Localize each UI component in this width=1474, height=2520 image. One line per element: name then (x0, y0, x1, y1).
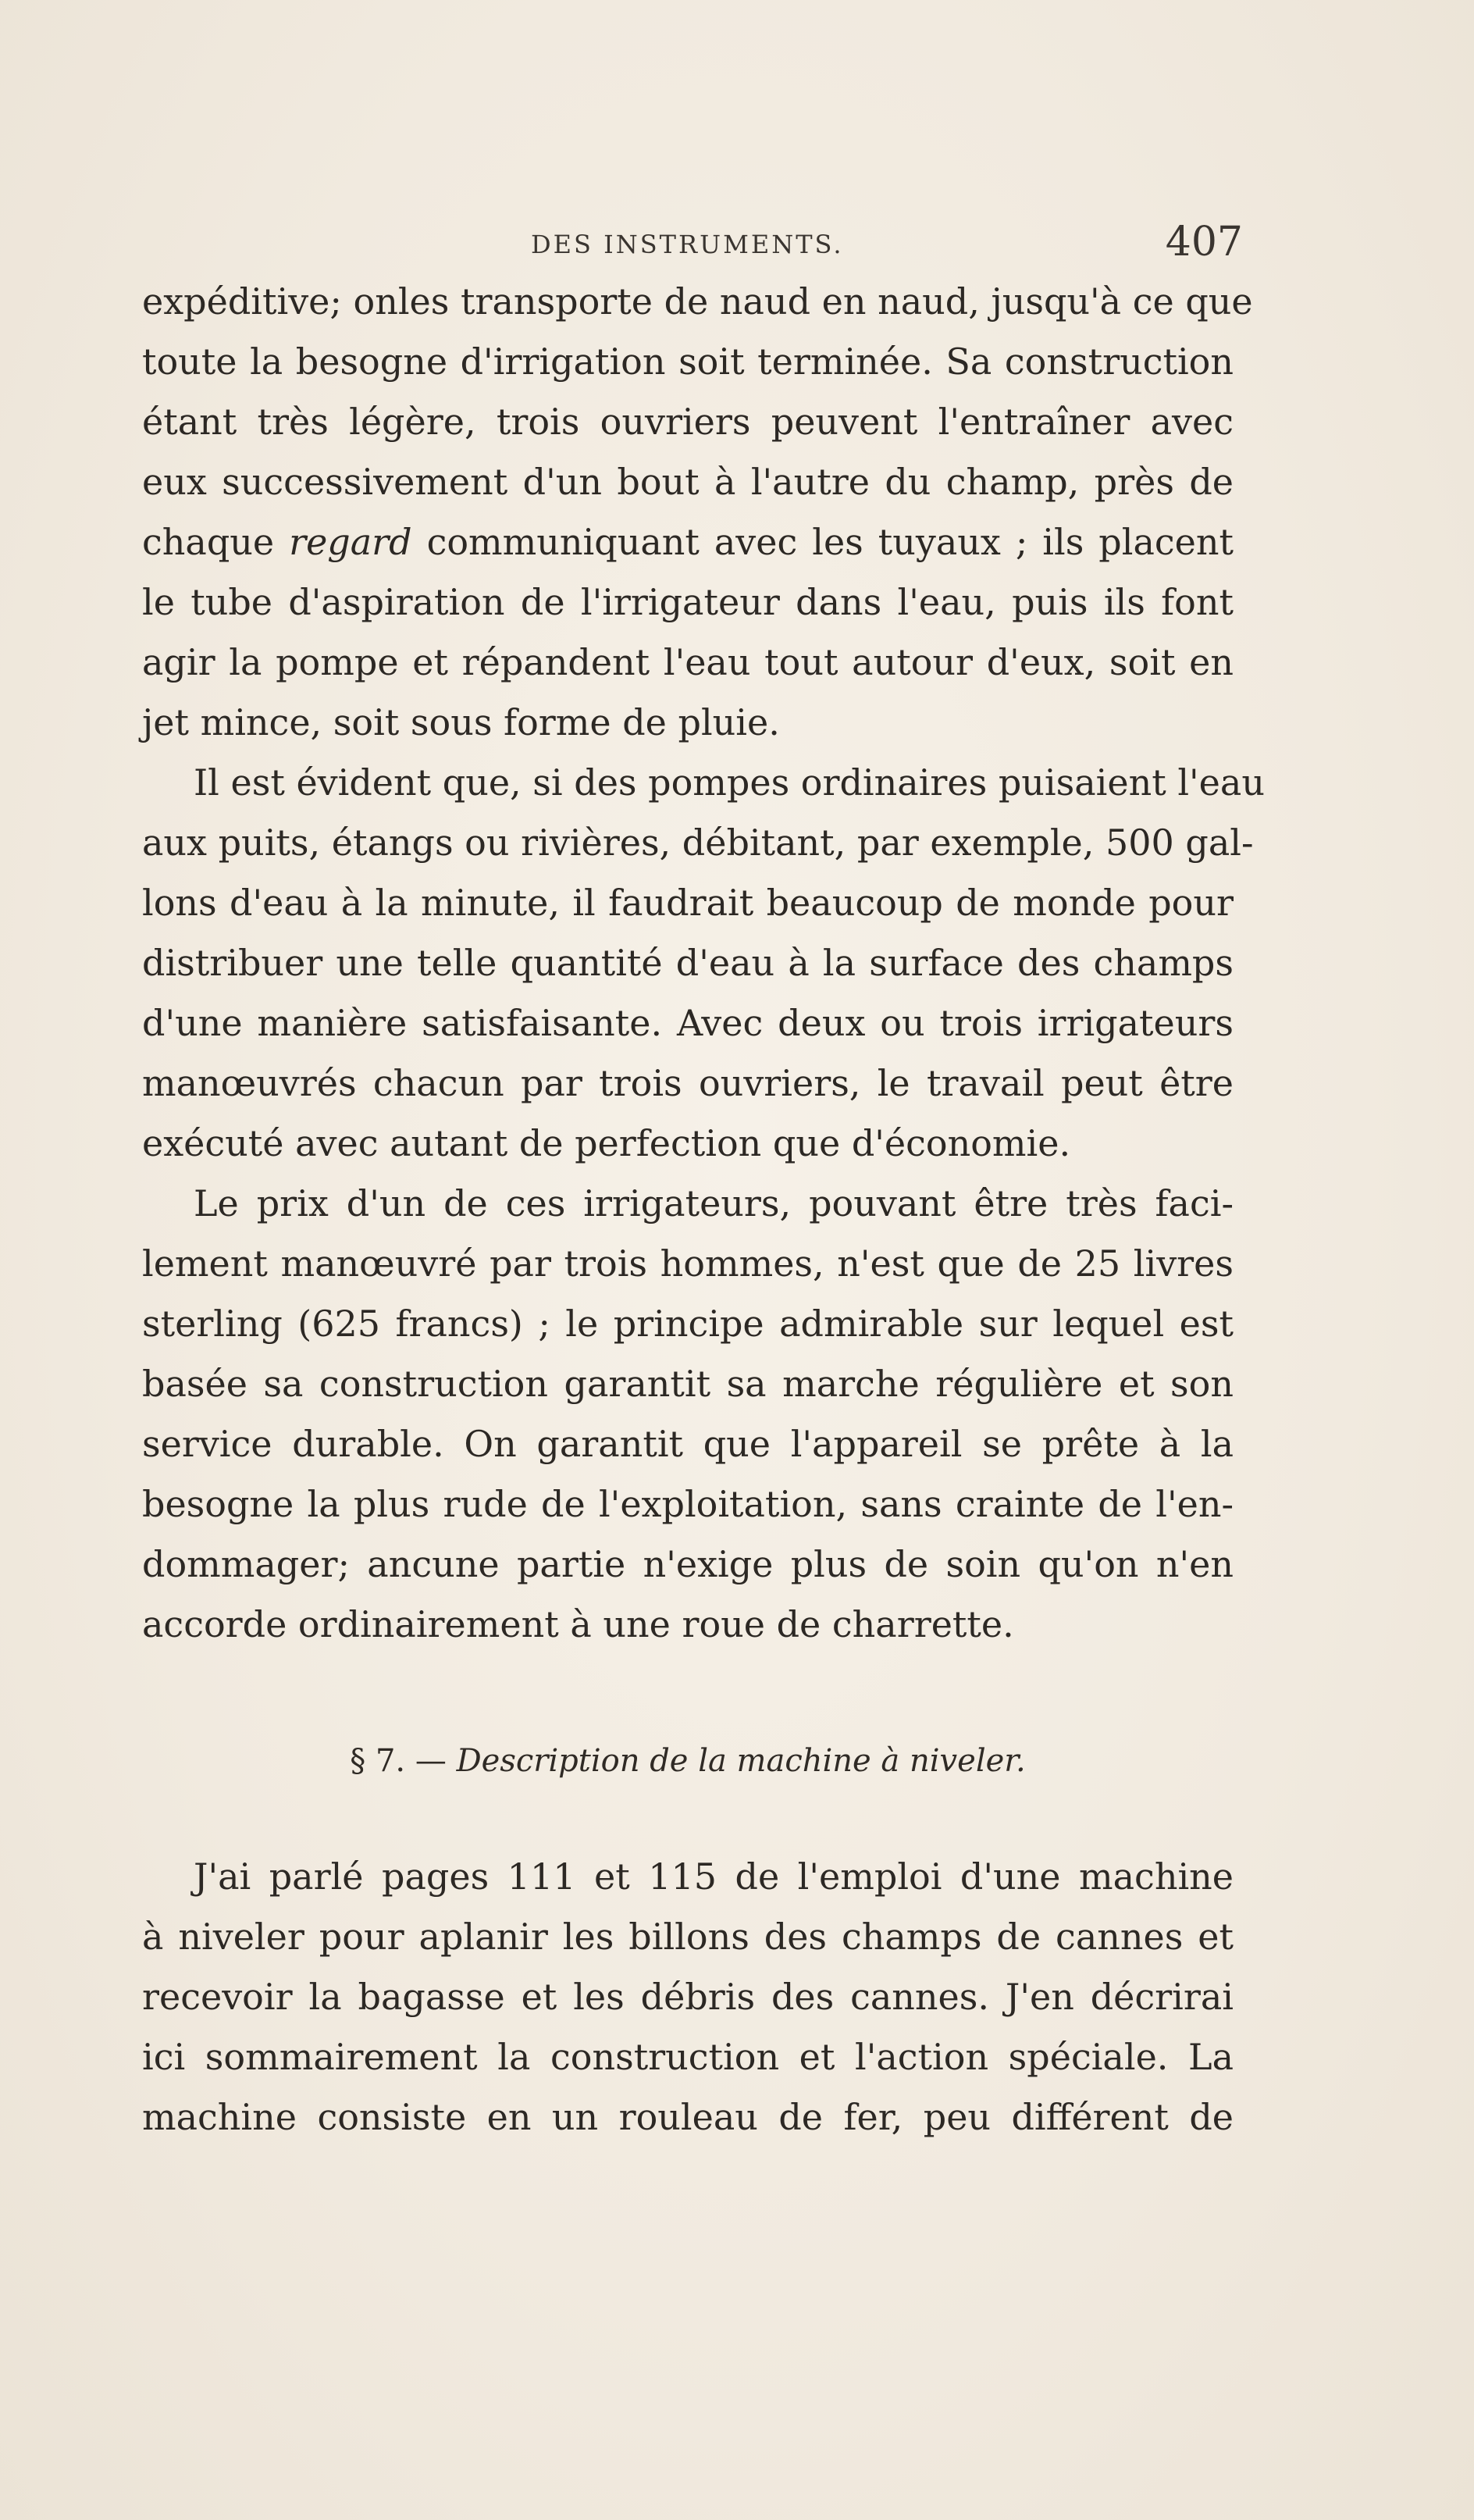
text-segment: chaque (142, 521, 290, 563)
text-line: le tube d'aspiration de l'irrigateur dans l'eau, puis ils font (142, 581, 1234, 623)
text-line: machine consiste en un rouleau de fer, peu différent de (142, 2096, 1234, 2138)
text-line: d'une manière satisfaisante. Avec deux ou trois irrigateurs (142, 1002, 1234, 1044)
section-title: Description de la machine à niveler. (456, 1743, 1026, 1779)
text-line: sterling (625 francs) ; le principe admirable sur lequel est (142, 1303, 1234, 1345)
text-line-with-italic (142, 519, 1234, 565)
text-line: distribuer une telle quantité d'eau à la surface des champs (142, 942, 1234, 984)
text-line: aux puits, étangs ou rivières, débitant, par exemple, 500 gal- (142, 822, 1254, 864)
text-line: Il est évident que, si des pompes ordinaires puisaient l'eau (194, 761, 1265, 804)
text-line: basée sa construction garantit sa marche régulière et son (142, 1363, 1234, 1405)
text-line: lement manœuvré par trois hommes, n'est que de 25 livres (142, 1242, 1234, 1285)
text-line: jet mince, soit sous forme de pluie. (142, 701, 780, 743)
text-line: exécuté avec autant de perfection que d'économie. (142, 1122, 1071, 1164)
text-line: dommager; ancune partie n'exige plus de soin qu'on n'en (142, 1543, 1234, 1585)
text-line: agir la pompe et répandent l'eau tout autour d'eux, soit en (142, 641, 1234, 683)
text-segment: communiquant avec les tuyaux ; ils placent (411, 521, 1234, 563)
text-line: à niveler pour aplanir les billons des champs de cannes et (142, 1916, 1234, 1958)
section-heading (142, 1738, 1234, 1784)
italic-term: regard (289, 521, 412, 563)
text-line: service durable. On garantit que l'appareil se prête à la (142, 1423, 1234, 1465)
text-line: toute la besogne d'irrigation soit terminée. Sa construction (142, 340, 1234, 383)
text-line: recevoir la bagasse et les débris des cannes. J'en décrirai (142, 1976, 1234, 2018)
text-line: ici sommairement la construction et l'action spéciale. La (142, 2036, 1234, 2078)
text-line: lons d'eau à la minute, il faudrait beaucoup de monde pour (142, 882, 1234, 924)
text-line: étant très légère, trois ouvriers peuvent l'entraîner avec (142, 401, 1234, 443)
running-head-title: DES INSTRUMENTS. (531, 230, 844, 259)
running-head (141, 219, 1243, 273)
text-line: Le prix d'un de ces irrigateurs, pouvant être très faci- (194, 1182, 1234, 1224)
text-line: manœuvrés chacun par trois ouvriers, le travail peut être (142, 1062, 1234, 1104)
text-line: J'ai parlé pages 111 et 115 de l'emploi d'une machine (194, 1855, 1234, 1898)
section-number: § 7. — (350, 1743, 447, 1779)
page-number: 407 (1165, 219, 1243, 266)
text-line: expéditive; onles transporte de naud en naud, jusqu'à ce que (142, 280, 1253, 323)
text-line: accorde ordinairement à une roue de charrette. (142, 1603, 1014, 1645)
text-line: eux successivement d'un bout à l'autre du champ, près de (142, 461, 1234, 503)
text-line: besogne la plus rude de l'exploitation, sans crainte de l'en- (142, 1483, 1234, 1525)
